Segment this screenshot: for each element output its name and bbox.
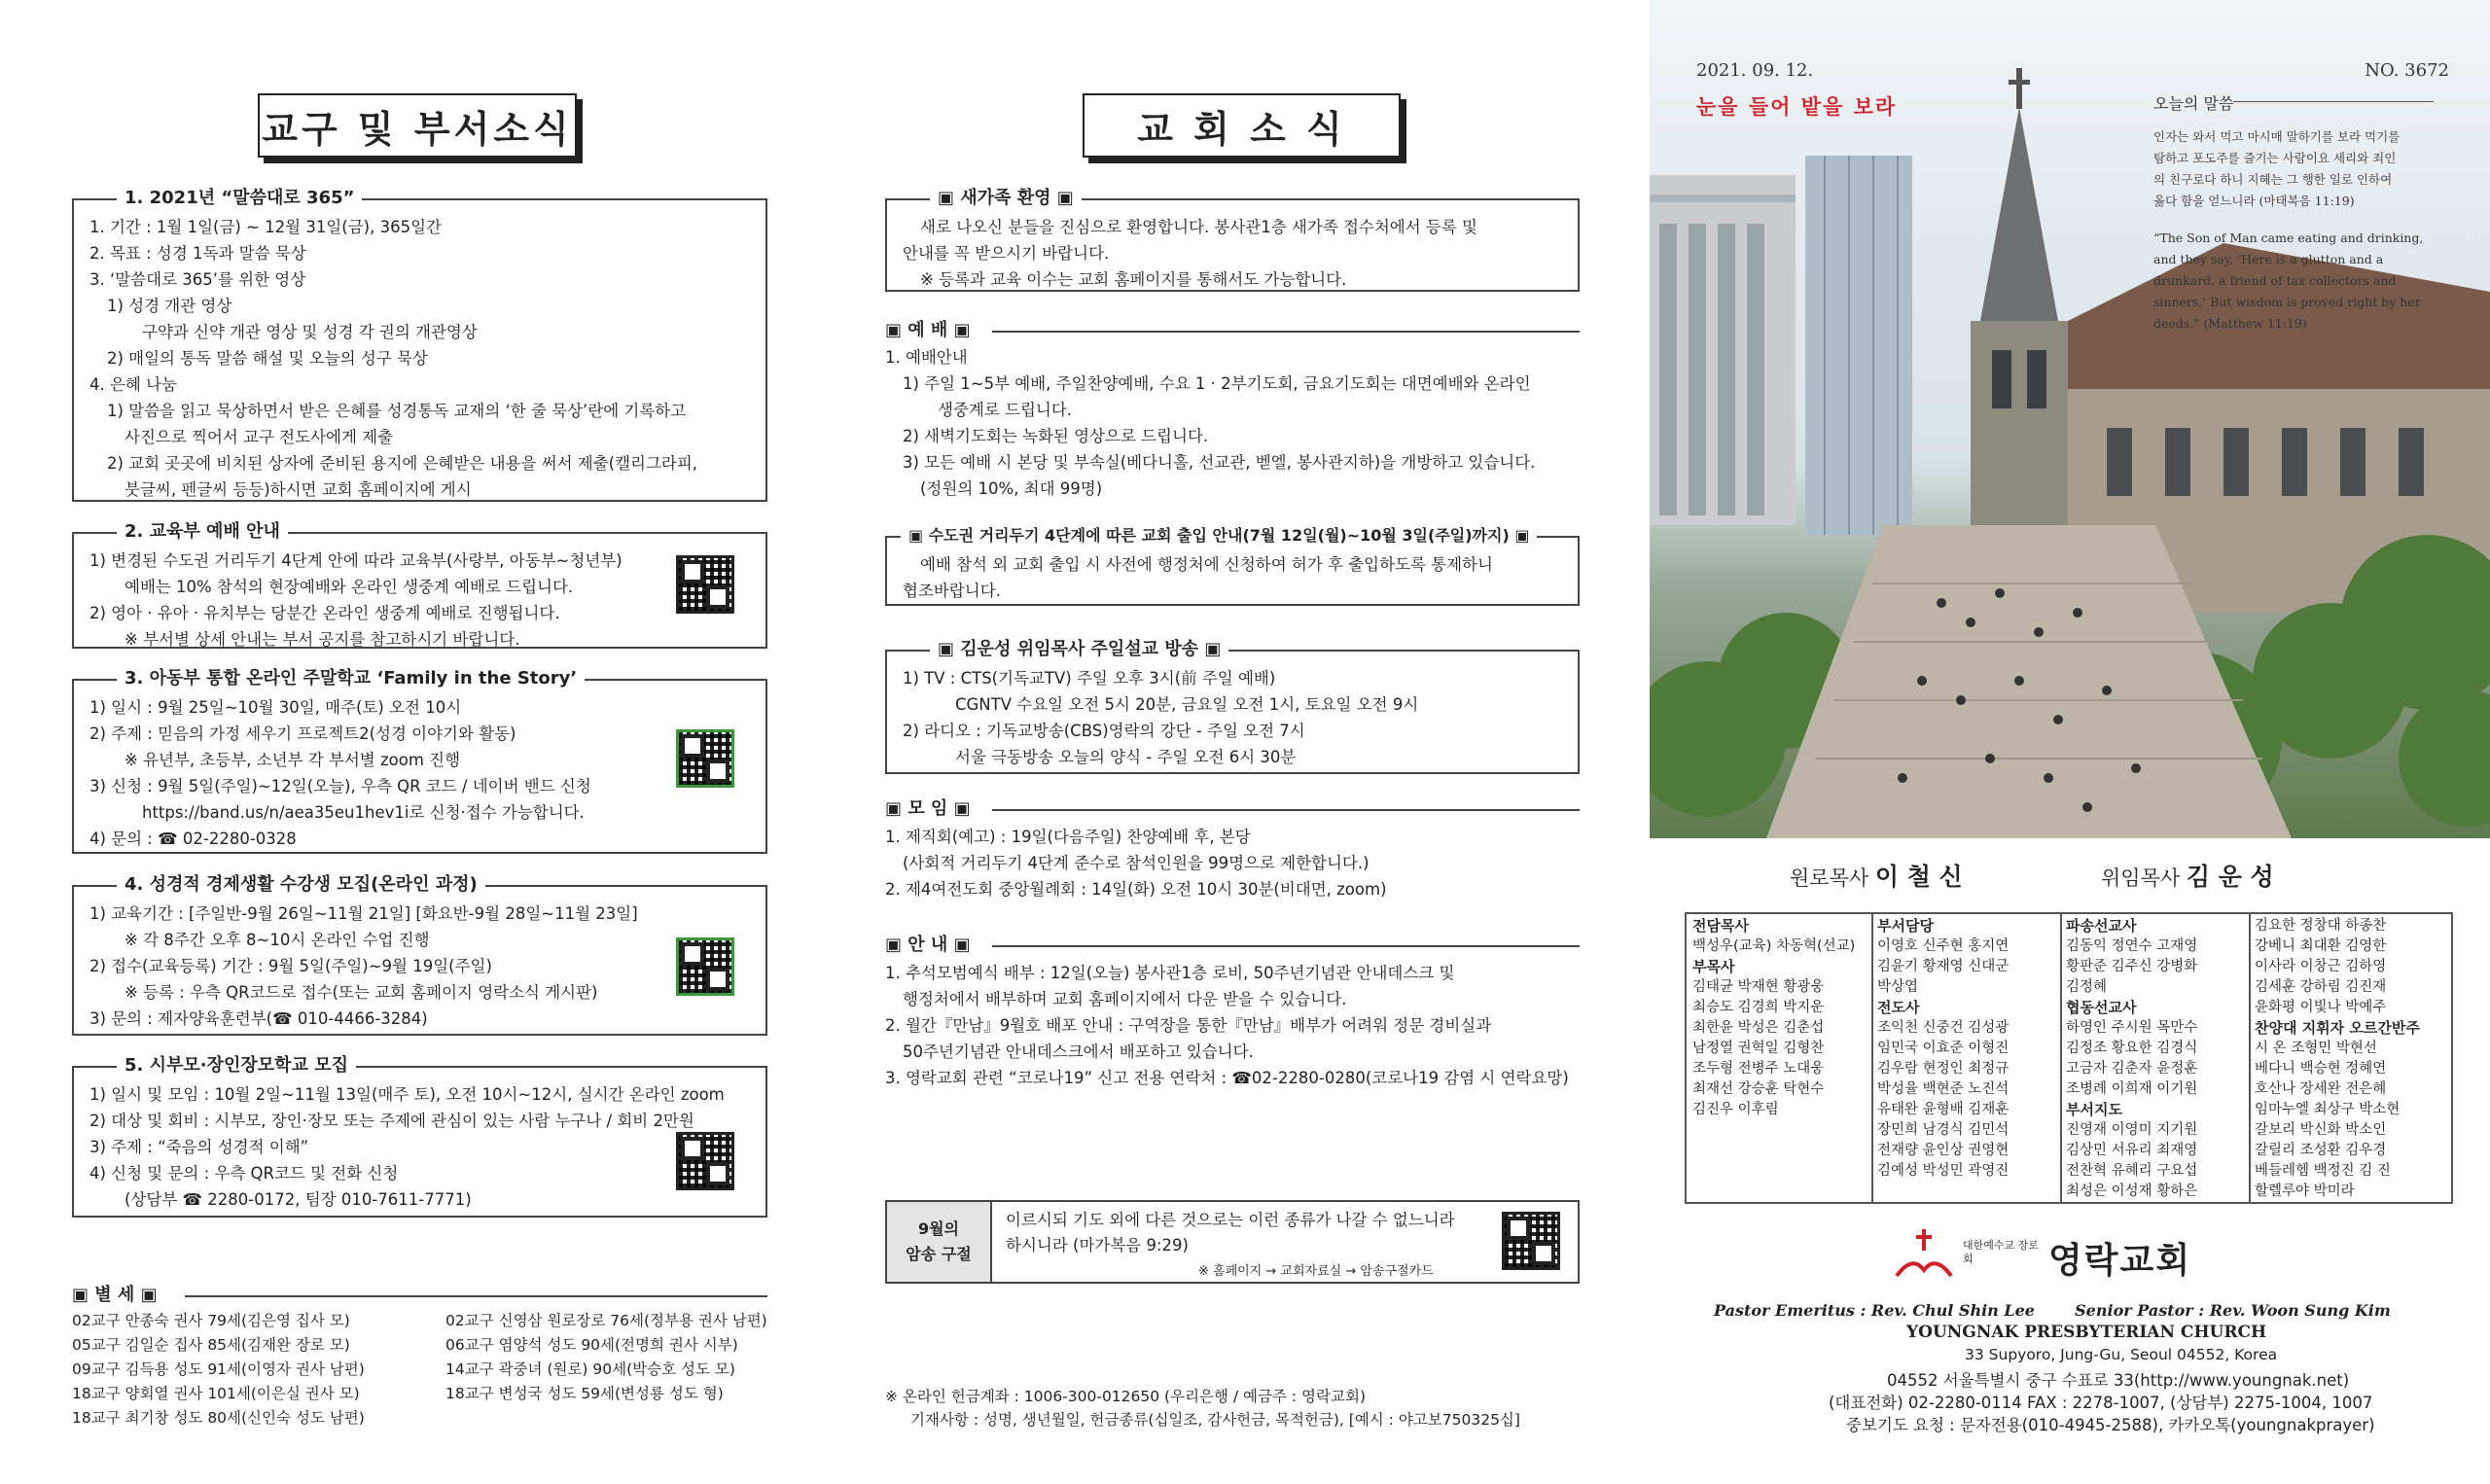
staff-names: 갈보리 박신화 박소인 [2255, 1122, 2387, 1138]
text-line: sinners.’ But wisdom is proved right by her [2153, 295, 2421, 309]
staff-names: 박상엽 [1877, 979, 1919, 995]
section-new-family [885, 188, 1580, 292]
text-line: 1. 추석모범예식 배부 : 12일(오늘) 봉사관1층 로비, 50주년기념관 안내데스크 및 [885, 964, 1455, 982]
prayer-request: 중보기도 요청 : 문자전용(010-4945-2588), 카카오톡(youngnakprayer) [1846, 1416, 2375, 1434]
text-line: 02교구 신영삼 원로장로 76세(정부용 권사 남편) [445, 1312, 767, 1329]
staff-column [2066, 916, 2197, 1202]
text-line: 2) 라디오 : 기독교방송(CBS)영락의 강단 - 주일 오전 7시 [903, 722, 1305, 740]
staff-names: 황판준 김주신 강병화 [2066, 959, 2198, 974]
staff-group-heading: 부서담당 [1877, 917, 1934, 935]
staff-names: 진영재 이영미 지기원 [2066, 1122, 2198, 1138]
notice-body [885, 960, 1580, 1091]
bulletin-theme: 눈을 들어 밭을 보라 [1696, 95, 1898, 119]
text-line: 사진으로 찍어서 교구 전도사에게 제출 [124, 428, 394, 446]
divider [2249, 912, 2251, 1204]
staff-names: 김정혜 [2066, 979, 2108, 995]
text-line: 2. 월간『만남』9월호 배포 안내 : 구역장을 통한『만남』배부가 어려워 정문 경비실과 [885, 1016, 1492, 1035]
divider [992, 945, 1580, 947]
text-line: 18교구 최기창 성도 80세(신인숙 성도 남편) [72, 1409, 365, 1427]
qr-code[interactable] [676, 1132, 734, 1190]
section-title: 2. 교육부 예배 안내 [117, 518, 288, 546]
bulletin-date: 2021. 09. 12. [1696, 60, 1814, 81]
staff-column [1692, 916, 1855, 1120]
text-line: 1) 교육기간 : [주일반-9월 26일~11월 21일] [화요반-9월 28일~11월 23일] [89, 904, 638, 923]
staff-names: 베다니 백승현 정혜연 [2255, 1061, 2387, 1077]
staff-names: 임마누엘 최상구 박소현 [2255, 1102, 2401, 1117]
text-line: 05교구 김일순 집사 85세(김재완 장로 모) [72, 1336, 350, 1354]
section-body [89, 901, 750, 1032]
text-line: 3. ‘말씀대로 365’를 위한 영상 [89, 270, 306, 289]
staff-names: 김진우 이후림 [1692, 1102, 1779, 1117]
offering-account-line: ※ 온라인 헌금계좌 : 1006-300-012650 (우리은행 / 예금주 : 영락교회) [885, 1388, 1366, 1405]
text-line: 1) TV : CTS(기독교TV) 주일 오후 3시(前 주일 예배) [903, 669, 1276, 688]
senior-pastor [2101, 858, 2274, 893]
memory-verse-label-line: 9월의 [917, 1219, 960, 1238]
text-line: 1) 말씀을 읽고 묵상하면서 받은 은혜를 성경통독 교재의 ‘한 줄 묵상’란에 기록하고 [107, 402, 687, 420]
section-body [89, 1081, 750, 1213]
text-line: CGNTV 수요일 오전 5시 20분, 금요일 오전 1시, 토요일 오전 9시 [955, 695, 1419, 714]
section-title: 1. 2021년 “말씀대로 365” [117, 185, 362, 212]
section-body [903, 665, 1562, 770]
todays-word-english [2153, 228, 2465, 335]
qr-code[interactable] [1502, 1212, 1560, 1270]
staff-column [1877, 916, 2009, 1182]
text-line: 14교구 곽중녀 (원로) 90세(박승호 성도 모) [445, 1360, 735, 1378]
text-line: 2) 매일의 통독 말씀 해설 및 오늘의 성구 묵상 [107, 349, 428, 368]
text-line: 구약과 신약 개관 영상 및 성경 각 권의 개관영상 [142, 323, 478, 341]
qr-code[interactable] [676, 937, 734, 996]
section-sermon-broadcast [885, 639, 1580, 774]
text-line: 새로 나오신 분들을 진심으로 환영합니다. 봉사관1층 새가족 접수처에서 등록 및 [920, 218, 1477, 236]
text-line: 1. 제직회(예고) : 19일(다음주일) 찬양예배 후, 본당 [885, 828, 1251, 846]
text-line: 3) 모든 예배 시 본당 및 부속실(베다니홀, 선교관, 벧엘, 봉사관지하)을 개방하고 있습니다. [903, 453, 1536, 472]
qr-code[interactable] [676, 729, 734, 788]
left-page-title: 교구 및 부서소식 [258, 93, 577, 158]
address-english: 33 Supyoro, Jung-Gu, Seoul 04552, Korea [1965, 1346, 2278, 1363]
staff-names: 김우람 현정인 최정규 [1877, 1061, 2010, 1077]
staff-names: 윤화평 이빛나 박예주 [2255, 1000, 2387, 1015]
staff-names: 김요한 정창대 하종찬 [2255, 918, 2387, 934]
text-line: 붓글씨, 펜글씨 등등)하시면 교회 홈페이지에 게시 [124, 480, 472, 499]
notice-title: ▣ 안 내 ▣ [885, 935, 971, 955]
text-line: 안내를 꼭 받으시기 바랍니다. [903, 244, 1110, 263]
text-line: ※ 등록과 교육 이수는 교회 홈페이지를 통해서도 가능합니다. [920, 270, 1347, 289]
senior-pastor-name: 김 운 성 [2186, 863, 2274, 891]
section-body [89, 548, 750, 653]
text-line: deeds.” (Matthew 11:19) [2153, 316, 2307, 331]
text-line: 09교구 김득용 성도 91세(이영자 권사 남편) [72, 1360, 365, 1378]
staff-names: 시 온 조형민 박현선 [2255, 1041, 2377, 1056]
section-title: 5. 시부모·장인장모학교 모집 [117, 1052, 356, 1079]
senior-pastor-en: Senior Pastor : Rev. Woon Sung Kim [2075, 1301, 2391, 1320]
staff-names: 장민희 남경식 김민석 [1877, 1122, 2010, 1138]
staff-group-heading: 부서지도 [2066, 1101, 2122, 1118]
text-line: (정원의 10%, 최대 99명) [920, 479, 1103, 498]
church-photo [1650, 0, 2490, 838]
section-title: ▣ 김운성 위임목사 주일설교 방송 ▣ [930, 636, 1228, 663]
text-line: 1) 변경된 수도권 거리두기 4단계 안에 따라 교육부(사랑부, 아동부~청년부) [89, 551, 622, 570]
memory-verse-text: 이르시되 기도 외에 다른 것으로는 이런 종류가 나갈 수 없느니라 [1006, 1211, 1455, 1229]
text-line: 인자는 와서 먹고 마시매 말하기를 보라 먹기를 [2153, 129, 2401, 144]
address-korean: 04552 서울특별시 중구 수표로 33(http://www.youngnak.net) [1887, 1371, 2350, 1390]
text-line: 2) 접수(교육등록) 기간 : 9월 5일(주일)~9월 19일(주일) [89, 957, 492, 975]
pastors-english [1714, 1301, 2391, 1320]
memory-verse-label-line: 암송 구절 [906, 1245, 972, 1263]
text-line: 2) 새벽기도회는 녹화된 영상으로 드립니다. [903, 427, 1209, 445]
text-line: 옳다 함을 얻느니라 (마태복음 11:19) [2153, 194, 2355, 208]
church-emblem-icon [1893, 1227, 1955, 1282]
staff-names: 최한윤 박성은 김춘섭 [1692, 1020, 1825, 1036]
staff-names: 강베니 최대환 김영한 [2255, 938, 2387, 954]
staff-names: 조두형 전병주 노대웅 [1692, 1061, 1825, 1077]
text-line: 06교구 염양석 성도 90세(전명희 권사 시부) [445, 1336, 738, 1354]
staff-group-heading: 전담목사 [1692, 917, 1749, 935]
offering-account [885, 1385, 1520, 1431]
text-line: 2) 교회 곳곳에 비치된 상자에 준비된 용지에 은혜받은 내용을 써서 제출(캘리그라피, [107, 454, 698, 473]
text-line: 2) 대상 및 회비 : 시부모, 장인·장모 또는 주제에 관심이 있는 사람 누구나 / 회비 2만원 [89, 1112, 694, 1130]
section-parents-in-law-school [72, 1055, 767, 1218]
todays-word-title: 오늘의 말씀 [2153, 94, 2234, 113]
memory-verse-box [885, 1200, 1580, 1284]
staff-names: 임민국 이효준 이형진 [1877, 1041, 2010, 1056]
condolence-list-right [445, 1309, 767, 1406]
staff-names: 이사라 이창근 김하영 [2255, 959, 2387, 974]
pastor-emeritus [1790, 858, 1963, 893]
memory-verse-text: 하시니라 (마가복음 9:29) [1006, 1236, 1189, 1254]
text-line: 예배는 10% 참석의 현장예배와 온라인 생중계 예배로 드립니다. [124, 578, 574, 596]
phone-numbers: (대표전화) 02-2280-0114 FAX : 2278-1007, (상담부) 2275-1004, 1007 [1829, 1394, 2373, 1412]
meeting-body [885, 824, 1580, 902]
staff-names: 할렐루야 박미라 [2255, 1184, 2355, 1199]
text-line: ※ 각 8주간 오후 8~10시 온라인 수업 진행 [124, 931, 430, 949]
staff-names: 백성우(교육) 차동혁(선교) [1692, 938, 1856, 954]
text-line: 1. 기간 : 1월 1일(금) ~ 12월 31일(금), 365일간 [89, 218, 442, 236]
text-line: 1) 일시 및 모임 : 10월 2일~11월 13일(매주 토), 오전 10시~12시, 실시간 온라인 zoom [89, 1085, 725, 1104]
text-line: 생중계로 드립니다. [938, 401, 1073, 419]
staff-names: 전찬혁 유혜리 구요섭 [2066, 1163, 2198, 1179]
text-line: (사회적 거리두기 4단계 준수로 참석인원을 99명으로 제한합니다.) [903, 854, 1370, 872]
staff-names: 이영호 신주현 홍지연 [1877, 938, 2010, 954]
todays-word-korean [2153, 126, 2465, 212]
staff-names: 전재량 윤인상 권영현 [1877, 1143, 2010, 1158]
church-english-name: YOUNGNAK PRESBYTERIAN CHURCH [1906, 1323, 2267, 1342]
text-line: 4) 문의 : ☎ 02-2280-0328 [89, 830, 297, 848]
memory-verse-label [887, 1202, 992, 1282]
memory-verse-path: ※ 홈페이지 → 교회자료실 → 암송구절카드 [1198, 1264, 1434, 1279]
staff-names: 유태완 윤형배 김재훈 [1877, 1102, 2010, 1117]
text-line: ※ 유년부, 초등부, 소년부 각 부서별 zoom 진행 [124, 751, 461, 769]
text-line: 탐하고 포도주를 즐기는 사람이요 세리와 죄인 [2153, 151, 2397, 165]
section-body [903, 551, 1562, 604]
qr-code[interactable] [676, 555, 734, 614]
staff-names: 김동익 정연수 고재영 [2066, 938, 2198, 954]
worship-body [885, 344, 1580, 502]
senior-pastor-label: 위임목사 [2101, 866, 2181, 890]
staff-names: 고금자 김춘자 윤정훈 [2066, 1061, 2198, 1077]
section-title: 3. 아동부 통합 온라인 주말학교 ‘Family in the Story’ [117, 665, 585, 692]
section-title: 4. 성경적 경제생활 수강생 모집(온라인 과정) [117, 871, 485, 899]
text-line: 4) 신청 및 문의 : 우측 QR코드 및 전화 신청 [89, 1164, 399, 1183]
divider [992, 331, 1580, 333]
text-line: 4. 은혜 나눔 [89, 375, 177, 394]
divider [185, 1295, 767, 1297]
section-family-in-the-story [72, 668, 767, 854]
text-line: 3) 주제 : “죽음의 성경적 이해” [89, 1138, 309, 1156]
text-line: 협조바랍니다. [903, 582, 1001, 600]
worship-title: ▣ 예 배 ▣ [885, 320, 971, 340]
church-logo [1893, 1227, 2243, 1286]
text-line: “The Son of Man came eating and drinking, [2153, 230, 2424, 245]
text-line: 2) 주제 : 믿음의 가정 세우기 프로젝트2(성경 이야기와 활동) [89, 724, 516, 743]
text-line: 3) 문의 : 제자양육훈련부(☎ 010-4466-3284) [89, 1009, 428, 1028]
staff-names: 김태균 박재현 황광웅 [1692, 979, 1825, 995]
text-line: 행정처에서 배부하며 교회 홈페이지에서 다운 받을 수 있습니다. [903, 990, 1347, 1008]
divider [1871, 912, 1873, 1204]
text-line: 2) 영아 · 유아 · 유치부는 당분간 온라인 생중계 예배로 진행됩니다. [89, 604, 560, 622]
text-line: drunkard, a friend of tax collectors and [2153, 273, 2397, 288]
text-line: 1. 예배안내 [885, 348, 968, 367]
section-title: ▣ 수도권 거리두기 4단계에 따른 교회 출입 안내(7월 12일(월)~10월 3일(주일)까지) ▣ [901, 522, 1537, 549]
pastor-emeritus-en: Pastor Emeritus : Rev. Chul Shin Lee [1714, 1301, 2035, 1320]
text-line: and they say, ‘Here is a glutton and a [2153, 252, 2384, 266]
section-body [89, 214, 750, 503]
divider [2060, 912, 2062, 1204]
church-name-logo: 영락교회 [2048, 1241, 2192, 1281]
text-line: 3) 신청 : 9월 5일(주일)~12일(오늘), 우측 QR 코드 / 네이버 밴드 신청 [89, 777, 591, 795]
text-line: 02교구 안종숙 권사 79세(김은영 집사 모) [72, 1312, 350, 1329]
staff-names: 최재선 강승훈 탁현수 [1692, 1081, 1825, 1097]
section-economic-life-course [72, 874, 767, 1036]
condolence-list-left [72, 1309, 365, 1431]
text-line: 18교구 양회열 권사 101세(이은실 권사 모) [72, 1385, 360, 1402]
staff-names: 하영인 주시원 목만수 [2066, 1020, 2198, 1036]
section-title: ▣ 새가족 환영 ▣ [930, 185, 1082, 212]
text-line: 2. 목표 : 성경 1독과 말씀 묵상 [89, 244, 306, 263]
issue-number: NO. 3672 [2365, 60, 2449, 81]
meeting-title: ▣ 모 임 ▣ [885, 798, 971, 819]
section-church-access [885, 526, 1580, 606]
staff-names: 김예성 박성민 곽영진 [1877, 1163, 2010, 1179]
text-line: 18교구 변성국 성도 59세(변성룡 성도 형) [445, 1385, 724, 1402]
condolence-title: ▣ 별 세 ▣ [72, 1285, 158, 1305]
staff-group-heading: 파송선교사 [2066, 917, 2137, 935]
text-line: https://band.us/n/aea35eu1hev1i로 신청·접수 가능합니다. [142, 803, 585, 822]
section-body [903, 214, 1562, 293]
staff-group-heading: 부목사 [1692, 958, 1735, 975]
staff-group-heading: 전도사 [1877, 999, 1920, 1016]
text-line: 2. 제4여전도회 중앙월례회 : 14일(화) 오전 10시 30분(비대면, zoom) [885, 880, 1387, 899]
text-line: ※ 부서별 상세 안내는 부서 공지를 참고하시기 바랍니다. [124, 630, 520, 649]
pastor-emeritus-label: 원로목사 [1790, 866, 1869, 890]
divider [992, 809, 1580, 811]
staff-names: 김상민 서유리 최재영 [2066, 1143, 2198, 1158]
staff-names: 박성율 백현준 노진석 [1877, 1081, 2010, 1097]
text-line: 3. 영락교회 관련 “코로나19” 신고 전용 연락처 : ☎02-2280-0280(코로나19 감염 시 연락요망) [885, 1069, 1569, 1087]
staff-names: 김세훈 강하림 김진재 [2255, 979, 2387, 995]
staff-names: 호산나 장세완 전은혜 [2255, 1081, 2387, 1097]
staff-names: 남정열 권혁일 김형찬 [1692, 1041, 1825, 1056]
staff-names: 최성은 이성재 황하은 [2066, 1184, 2198, 1199]
staff-names: 김윤기 황재영 신대군 [1877, 959, 2010, 974]
denomination: 대한예수교 장로회 [1963, 1239, 2039, 1265]
text-line: 1) 일시 : 9월 25일~10월 30일, 매주(토) 오전 10시 [89, 698, 462, 717]
text-line: 50주년기념관 안내데스크에서 배포하고 있습니다. [903, 1042, 1254, 1061]
text-line: 서울 극동방송 오늘의 양식 - 주일 오전 6시 30분 [955, 748, 1297, 766]
offering-account-note: 기재사항 : 성명, 생년월일, 헌금종류(십일조, 감사헌금, 목적헌금), [예시 : 야고보750325십] [910, 1411, 1520, 1429]
section-malsseum-365 [72, 188, 767, 502]
section-body [89, 694, 750, 852]
text-line: 1) 주일 1~5부 예배, 주일찬양예배, 수요 1 · 2부기도회, 금요기도회는 대면예배와 온라인 [903, 374, 1531, 393]
text-line: (상담부 ☎ 2280-0172, 팀장 010-7611-7771) [124, 1190, 472, 1209]
staff-column [2255, 916, 2420, 1202]
staff-names: 갈릴리 조성환 김우경 [2255, 1143, 2387, 1158]
text-line: ※ 등록 : 우측 QR코드로 접수(또는 교회 홈페이지 영락소식 게시판) [124, 983, 598, 1002]
section-education-worship [72, 521, 767, 649]
staff-names: 최승도 김경희 박지운 [1692, 1000, 1825, 1015]
text-line: 1) 성경 개관 영상 [107, 297, 232, 315]
text-line: 예배 참석 외 교회 출입 시 사전에 행정처에 신청하여 허가 후 출입하도록 통제하니 [920, 555, 1493, 574]
staff-group-heading: 협동선교사 [2066, 999, 2137, 1016]
staff-names: 조병례 이희재 이기원 [2066, 1081, 2198, 1097]
staff-names: 김정조 황요한 김경식 [2066, 1041, 2198, 1056]
pastor-emeritus-name: 이 철 신 [1874, 863, 1963, 891]
text-line: 의 친구로다 하니 지혜는 그 행한 일로 인하여 [2153, 172, 2393, 187]
staff-names: 베들레헴 백정진 김 진 [2255, 1163, 2391, 1179]
middle-page-title: 교 회 소 식 [1083, 93, 1401, 158]
divider [2233, 101, 2434, 102]
staff-names: 조익천 신중건 김성광 [1877, 1020, 2010, 1036]
staff-group-heading: 찬양대 지휘자 오르간반주 [2255, 1019, 2420, 1037]
